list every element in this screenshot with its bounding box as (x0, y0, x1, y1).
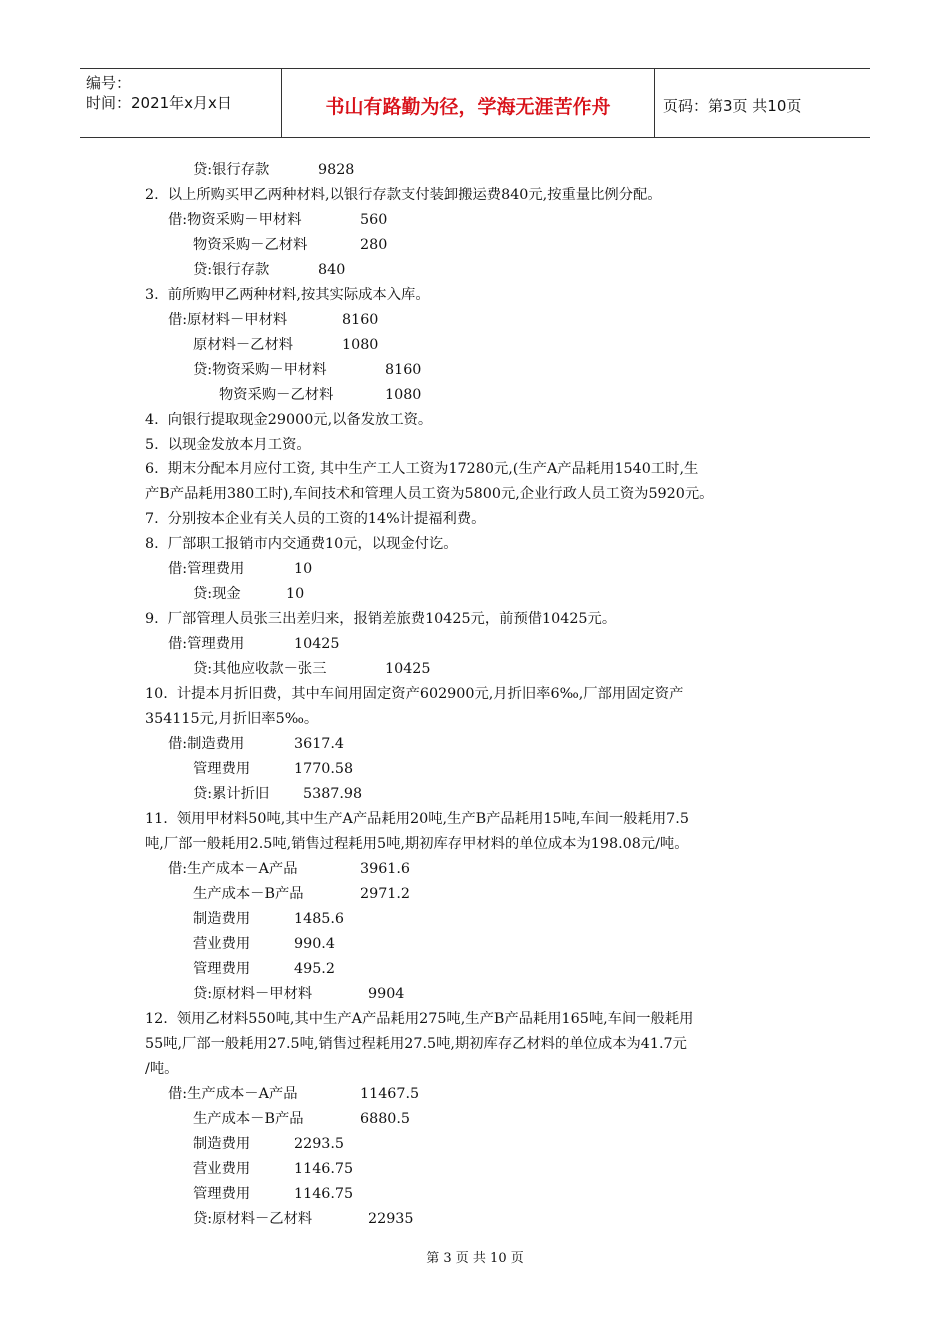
journal-entry-amount: 10 (286, 586, 305, 602)
journal-entry-account: 管理费用 (193, 1186, 251, 1202)
journal-entry-amount: 1485.6 (294, 911, 345, 927)
journal-entry-account: 借:生产成本－A产品 (168, 1086, 298, 1102)
journal-entry-account: 借:管理费用 (168, 561, 245, 577)
journal-entry-account: 借:物资采购－甲材料 (168, 212, 302, 228)
paragraph-line: /吨。 (145, 1061, 179, 1077)
journal-entry-amount: 560 (360, 212, 388, 228)
paragraph-line: 8. 厂部职工报销市内交通费10元，以现金付讫。 (145, 536, 458, 552)
journal-entry-account: 贷:银行存款 (193, 162, 270, 178)
journal-entry-account: 制造费用 (193, 1136, 251, 1152)
journal-entry-amount: 2293.5 (294, 1136, 345, 1152)
journal-entry-amount: 3961.6 (360, 861, 411, 877)
journal-entry-amount: 840 (318, 262, 346, 278)
journal-entry-amount: 9828 (318, 162, 355, 178)
journal-entry-amount: 8160 (342, 312, 379, 328)
journal-entry-amount: 5387.98 (303, 786, 363, 802)
journal-entry-account: 物资采购－乙材料 (193, 237, 308, 253)
date-label: 时间：2021年x月x日 (86, 94, 232, 112)
paragraph-line: 吨,厂部一般耗用2.5吨,销售过程耗用5吨,期初库存甲材料的单位成本为198.08元/吨。 (145, 836, 689, 852)
header-table (80, 68, 870, 138)
journal-entry-amount: 280 (360, 237, 388, 253)
paragraph-line: 3. 前所购甲乙两种材料,按其实际成本入库。 (145, 287, 430, 303)
journal-entry-account: 借:生产成本－A产品 (168, 861, 298, 877)
journal-entry-account: 借:管理费用 (168, 636, 245, 652)
journal-entry-amount: 1770.58 (294, 761, 354, 777)
journal-entry-account: 贷:现金 (193, 586, 241, 602)
paragraph-line: 12. 领用乙材料550吨,其中生产A产品耗用275吨,生产B产品耗用165吨,车间一般耗用 (145, 1011, 694, 1027)
page-number-label: 页码：第3页 共10页 (663, 97, 802, 115)
paragraph-line: 10. 计提本月折旧费，其中车间用固定资产602900元,月折旧率6‰,厂部用固定资产 (145, 686, 684, 702)
journal-entry-amount: 6880.5 (360, 1111, 411, 1127)
journal-entry-account: 贷:银行存款 (193, 262, 270, 278)
journal-entry-amount: 1146.75 (294, 1186, 354, 1202)
journal-entry-account: 管理费用 (193, 961, 251, 977)
journal-entry-account: 原材料－乙材料 (193, 337, 294, 353)
journal-entry-amount: 1080 (385, 387, 422, 403)
journal-entry-account: 贷:原材料－乙材料 (193, 1211, 313, 1227)
journal-entry-amount: 2971.2 (360, 886, 411, 902)
journal-entry-amount: 10425 (385, 661, 431, 677)
paragraph-line: 7. 分别按本企业有关人员的工资的14%计提福利费。 (145, 511, 486, 527)
journal-entry-account: 借:原材料－甲材料 (168, 312, 288, 328)
header-motto-cell (282, 69, 655, 137)
paragraph-line: 产B产品耗用380工时),车间技术和管理人员工资为5800元,企业行政人员工资为5920元。 (145, 486, 714, 502)
journal-entry-account: 借:制造费用 (168, 736, 245, 752)
paragraph-line: 354115元,月折旧率5‰。 (145, 711, 319, 727)
journal-entry-amount: 11467.5 (360, 1086, 420, 1102)
journal-entry-account: 生产成本－B产品 (193, 1111, 304, 1127)
header-page-cell (655, 69, 870, 137)
motto: 书山有路勤为径，学海无涯苦作舟 (325, 96, 611, 118)
paragraph-line: 4. 向银行提取现金29000元,以备发放工资。 (145, 412, 433, 428)
journal-entry-amount: 10425 (294, 636, 340, 652)
journal-entry-account: 生产成本－B产品 (193, 886, 304, 902)
paragraph-line: 2. 以上所购买甲乙两种材料,以银行存款支付装卸搬运费840元,按重量比例分配。 (145, 187, 662, 203)
page-footer: 第 3 页 共 10 页 (426, 1251, 524, 1266)
paragraph-line: 5. 以现金发放本月工资。 (145, 437, 311, 453)
journal-entry-account: 营业费用 (193, 936, 251, 952)
journal-entry-amount: 1146.75 (294, 1161, 354, 1177)
paragraph-line: 9. 厂部管理人员张三出差归来，报销差旅费10425元，前预借10425元。 (145, 611, 617, 627)
journal-entry-account: 贷:物资采购－甲材料 (193, 362, 327, 378)
journal-entry-amount: 10 (294, 561, 313, 577)
paragraph-line: 55吨,厂部一般耗用27.5吨,销售过程耗用27.5吨,期初库存乙材料的单位成本为41.7元 (145, 1036, 687, 1052)
journal-entry-account: 贷:其他应收款－张三 (193, 661, 327, 677)
journal-entry-amount: 495.2 (294, 961, 335, 977)
journal-entry-account: 管理费用 (193, 761, 251, 777)
journal-entry-amount: 1080 (342, 337, 379, 353)
number-label: 编号： (86, 74, 132, 92)
journal-entry-account: 贷:原材料－甲材料 (193, 986, 313, 1002)
journal-entry-amount: 8160 (385, 362, 422, 378)
paragraph-line: 6. 期末分配本月应付工资, 其中生产工人工资为17280元,(生产A产品耗用1540工时,生 (145, 461, 699, 477)
journal-entry-amount: 22935 (368, 1211, 414, 1227)
journal-entry-amount: 3617.4 (294, 736, 345, 752)
header-meta-cell (80, 69, 282, 137)
journal-entry-account: 营业费用 (193, 1161, 251, 1177)
journal-entry-account: 制造费用 (193, 911, 251, 927)
paragraph-line: 11. 领用甲材料50吨,其中生产A产品耗用20吨,生产B产品耗用15吨,车间一般耗用7.5 (145, 811, 689, 827)
journal-entry-amount: 9904 (368, 986, 405, 1002)
journal-entry-amount: 990.4 (294, 936, 335, 952)
journal-entry-account: 物资采购－乙材料 (219, 387, 334, 403)
journal-entry-account: 贷:累计折旧 (193, 786, 270, 802)
